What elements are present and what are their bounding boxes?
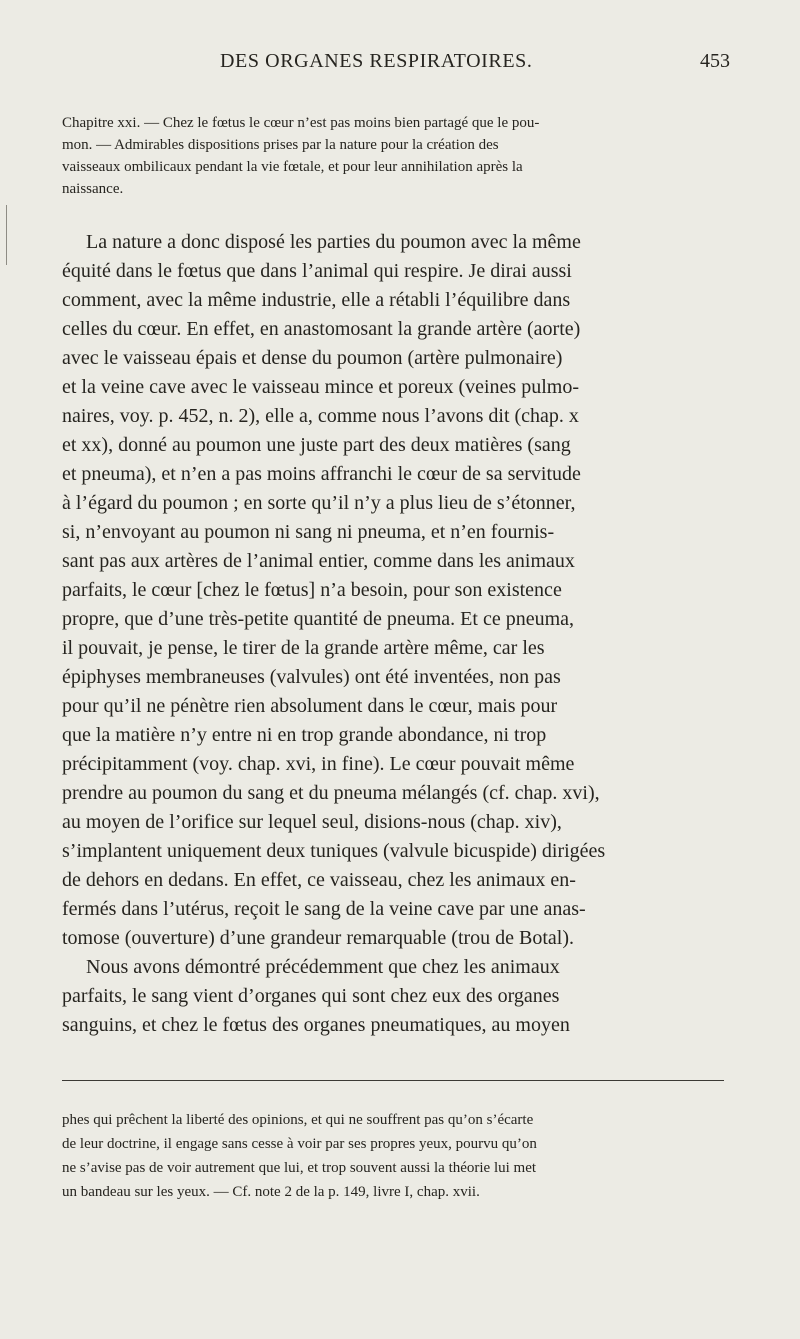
text-line: s’implantent uniquement deux tuniques (valvule bicuspide) dirigées <box>62 840 606 862</box>
text-line: pour qu’il ne pénètre rien absolument dans le cœur, mais pour <box>62 695 558 717</box>
text-line: avec le vaisseau épais et dense du poumon (artère pulmonaire) <box>62 347 563 369</box>
summary-line: naissance. <box>62 181 124 197</box>
text-line: parfaits, le sang vient d’organes qui sont chez eux des organes <box>62 985 560 1007</box>
footnote-line: phes qui prêchent la liberté des opinions, et qui ne souffrent pas qu’on s’écarte <box>62 1112 534 1128</box>
text-line: sanguins, et chez le fœtus des organes pneumatiques, au moyen <box>62 1014 570 1036</box>
text-line: parfaits, le cœur [chez le fœtus] n’a besoin, pour son existence <box>62 579 562 601</box>
text-line: et xx), donné au poumon une juste part des deux matières (sang <box>62 434 571 456</box>
running-head-title: DES ORGANES RESPIRATOIRES. <box>220 50 533 72</box>
text-line: fermés dans l’utérus, reçoit le sang de la veine cave par une anas- <box>62 898 586 920</box>
summary-line: Chapitre xxi. — Chez le fœtus le cœur n’est pas moins bien partagé que le pou- <box>62 115 540 131</box>
text-line: il pouvait, je pense, le tirer de la grande artère même, car les <box>62 637 545 659</box>
text-line: naires, voy. p. 452, n. 2), elle a, comme nous l’avons dit (chap. x <box>62 405 579 427</box>
text-line: à l’égard du poumon ; en sorte qu’il n’y a plus lieu de s’étonner, <box>62 492 576 514</box>
text-line: au moyen de l’orifice sur lequel seul, disions-nous (chap. xiv), <box>62 811 562 833</box>
footnote-line: ne s’avise pas de voir autrement que lui, et trop souvent aussi la théorie lui met <box>62 1160 537 1176</box>
text-line: de dehors en dedans. En effet, ce vaisseau, chez les animaux en- <box>62 869 576 891</box>
page-number: 453 <box>700 50 730 72</box>
text-line: comment, avec la même industrie, elle a rétabli l’équilibre dans <box>62 289 571 311</box>
text-line: sant pas aux artères de l’animal entier, comme dans les animaux <box>62 550 575 572</box>
text-line: prendre au poumon du sang et du pneuma mélangés (cf. chap. xvi), <box>62 782 600 804</box>
margin-mark <box>6 205 7 265</box>
summary-line: mon. — Admirables dispositions prises par la nature pour la création des <box>62 137 499 153</box>
text-line: et pneuma), et n’en a pas moins affranchi le cœur de sa servitude <box>62 463 581 485</box>
text-line: que la matière n’y entre ni en trop grande abondance, ni trop <box>62 724 547 746</box>
text-line: celles du cœur. En effet, en anastomosant la grande artère (aorte) <box>62 318 581 340</box>
text-line: Nous avons démontré précédemment que chez les animaux <box>86 956 560 978</box>
text-line: propre, que d’une très-petite quantité de pneuma. Et ce pneuma, <box>62 608 575 630</box>
text-line: et la veine cave avec le vaisseau mince et poreux (veines pulmo- <box>62 376 579 398</box>
text-line: équité dans le fœtus que dans l’animal qui respire. Je dirai aussi <box>62 260 572 282</box>
text-line: La nature a donc disposé les parties du poumon avec la même <box>86 231 581 253</box>
footnote-line: un bandeau sur les yeux. — Cf. note 2 de la p. 149, livre I, chap. xvii. <box>62 1184 480 1200</box>
text-line: tomose (ouverture) d’une grandeur remarquable (trou de Botal). <box>62 927 575 949</box>
text-line: précipitamment (voy. chap. xvi, in fine). Le cœur pouvait même <box>62 753 575 775</box>
summary-line: vaisseaux ombilicaux pendant la vie fœtale, et pour leur annihilation après la <box>62 159 523 175</box>
footnote-line: de leur doctrine, il engage sans cesse à voir par ses propres yeux, pourvu qu’on <box>62 1136 537 1152</box>
text-line: épiphyses membraneuses (valvules) ont été inventées, non pas <box>62 666 561 688</box>
text-line: si, n’envoyant au poumon ni sang ni pneuma, et n’en fournis- <box>62 521 555 543</box>
footnote-divider <box>62 1080 724 1081</box>
